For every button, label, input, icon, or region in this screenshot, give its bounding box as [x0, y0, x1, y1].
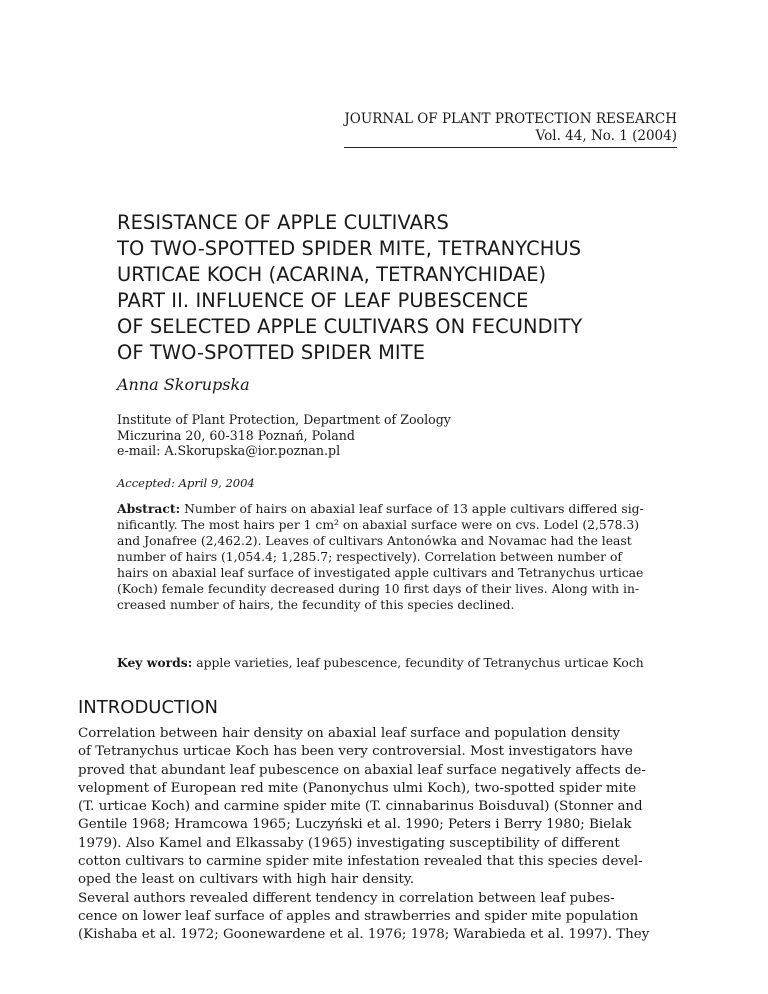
- intro-line: of Tetranychus urticae Koch has been very controversial. Most investigators have: [78, 744, 633, 760]
- abstract: [117, 501, 659, 613]
- intro-line: Several authors revealed different tendency in correlation between leaf pubes-: [78, 890, 615, 906]
- article-title: [117, 210, 582, 366]
- affiliation: [117, 412, 451, 459]
- journal-volume: Vol. 44, No. 1 (2004): [535, 128, 677, 144]
- title-line: PART II. INFLUENCE OF LEAF PUBESCENCE: [117, 289, 529, 312]
- abstract-line: hairs on abaxial leaf surface of investigated apple cultivars and Tetranychus urticae: [117, 566, 644, 580]
- affiliation-line: Institute of Plant Protection, Department of Zoology: [117, 412, 451, 427]
- title-line: TO TWO-SPOTTED SPIDER MITE, TETRANYCHUS: [117, 237, 582, 260]
- abstract-line: nificantly. The most hairs per 1 cm² on abaxial surface were on cvs. Lodel (2,578.3): [117, 518, 640, 532]
- keywords: [117, 655, 644, 670]
- intro-line: Correlation between hair density on abaxial leaf surface and population density: [78, 726, 621, 741]
- author-name: Anna Skorupska: [117, 375, 250, 394]
- intro-line: (Kishaba et al. 1972; Goonewardene et al. 1976; 1978; Warabieda et al. 1997). They: [78, 927, 650, 943]
- title-line: RESISTANCE OF APPLE CULTIVARS: [117, 211, 449, 234]
- intro-line: oped the least on cultivars with high hair density.: [78, 872, 414, 888]
- abstract-line: creased number of hairs, the fecundity of this species declined.: [117, 598, 515, 612]
- section-heading: INTRODUCTION: [78, 697, 218, 718]
- keywords-text: apple varieties, leaf pubescence, fecundity of Tetranychus urticae Koch: [192, 656, 644, 670]
- intro-line: 1979). Also Kamel and Elkassaby (1965) investigating susceptibility of different: [78, 835, 620, 851]
- introduction-body: [78, 725, 678, 945]
- title-line: OF TWO-SPOTTED SPIDER MITE: [117, 341, 426, 364]
- journal-name: JOURNAL OF PLANT PROTECTION RESEARCH: [344, 111, 677, 127]
- intro-line: velopment of European red mite (Panonychus ulmi Koch), two-spotted spider mite: [78, 780, 637, 796]
- abstract-line: (Koch) female fecundity decreased during 10 first days of their lives. Along with in-: [117, 582, 640, 596]
- title-line: OF SELECTED APPLE CULTIVARS ON FECUNDITY: [117, 315, 583, 338]
- keywords-label: Key words:: [117, 655, 193, 670]
- abstract-line: [117, 501, 659, 517]
- intro-line: cence on lower leaf surface of apples and strawberries and spider mite population: [78, 908, 639, 924]
- abstract-text: Number of hairs on abaxial leaf surface of 13 apple cultivars differed sig-: [180, 502, 644, 516]
- intro-line: proved that abundant leaf pubescence on abaxial leaf surface negatively affects de-: [78, 762, 646, 778]
- journal-header: [344, 111, 677, 148]
- abstract-line: and Jonafree (2,462.2). Leaves of cultivars Antonówka and Novamac had the least: [117, 534, 632, 548]
- email-line[interactable]: e-mail: A.Skorupska@ior.poznan.pl: [117, 443, 341, 458]
- affiliation-line: Miczurina 20, 60-318 Poznań, Poland: [117, 427, 355, 443]
- title-line: URTICAE KOCH (ACARINA, TETRANYCHIDAE): [117, 263, 547, 286]
- accepted-date: Accepted: April 9, 2004: [117, 476, 255, 490]
- intro-line: cotton cultivars to carmine spider mite infestation revealed that this species devel-: [78, 854, 643, 870]
- abstract-line: number of hairs (1,054.4; 1,285.7; respectively). Correlation between number of: [117, 550, 622, 564]
- abstract-label: Abstract:: [117, 501, 181, 516]
- intro-line: (T. urticae Koch) and carmine spider mite (T. cinnabarinus Boisduval) (Stonner and: [78, 799, 643, 815]
- intro-line: Gentile 1968; Hramcowa 1965; Luczyński et al. 1990; Peters i Berry 1980; Bielak: [78, 817, 632, 833]
